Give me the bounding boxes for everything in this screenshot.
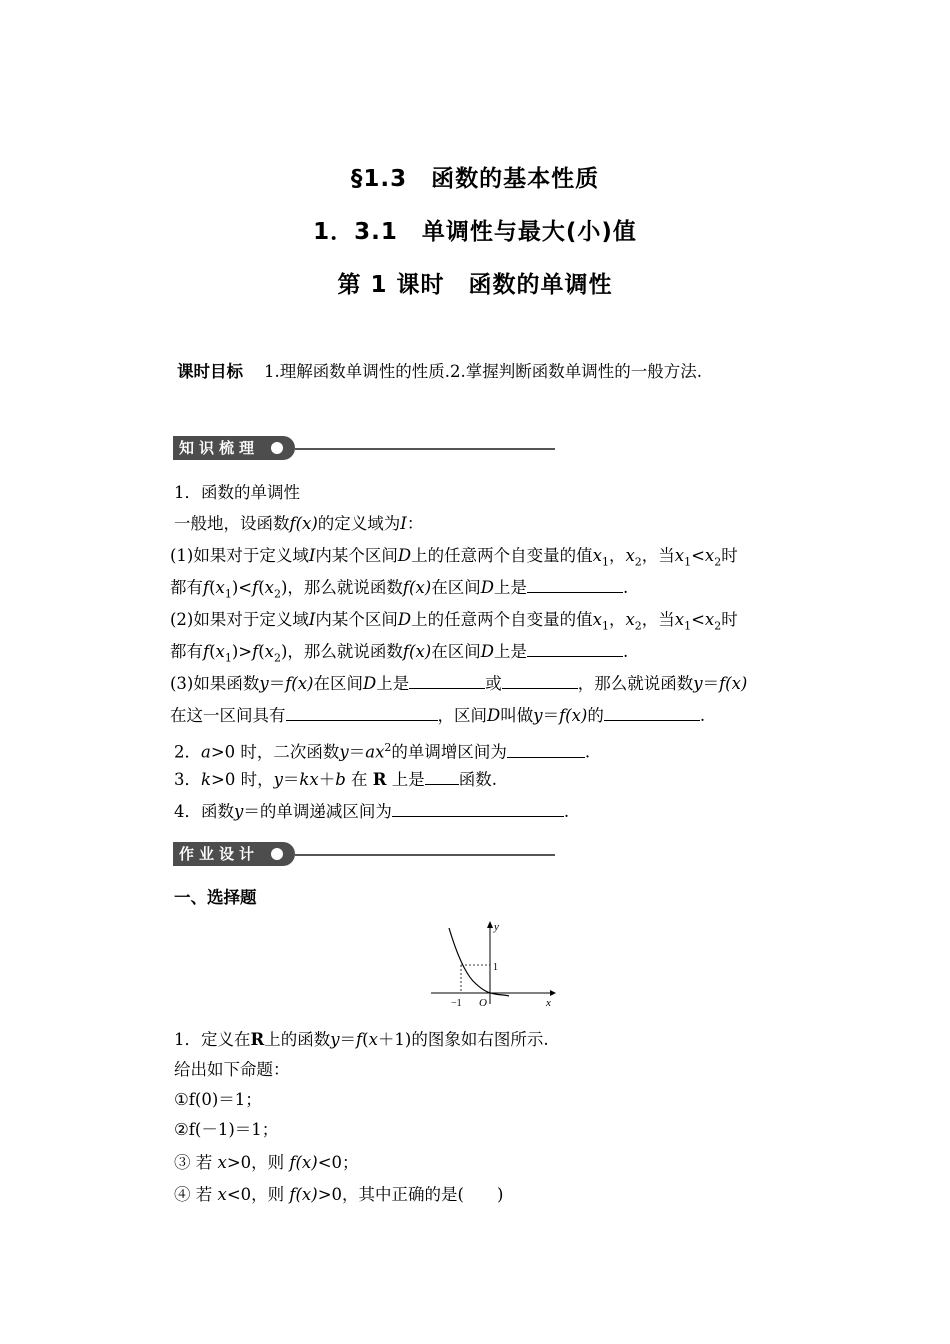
lesson-goal-label: 课时目标 bbox=[177, 362, 243, 381]
page-title-subsection: 1．3.1 单调性与最大(小)值 bbox=[313, 219, 637, 245]
answer-blank[interactable] bbox=[527, 642, 623, 657]
knowledge-p2-line2: 都有$f(x_1)>f(x_2)$，那么就说函数f(x)在区间D上是 . bbox=[170, 642, 629, 665]
knowledge-item3: 3．k>0 时，y＝kx＋b 在 R 上是 函数. bbox=[174, 770, 497, 789]
origin-label: O bbox=[479, 997, 487, 1008]
x-axis-label: x bbox=[546, 997, 551, 1008]
function-graph bbox=[425, 918, 560, 1008]
exercise-heading: 一、选择题 bbox=[174, 888, 257, 907]
y-tick-label: 1 bbox=[493, 962, 498, 973]
answer-blank[interactable] bbox=[392, 802, 564, 817]
y-axis-arrow-icon bbox=[487, 921, 493, 928]
answer-blank[interactable] bbox=[502, 674, 578, 689]
answer-blank[interactable] bbox=[409, 674, 485, 689]
section-label: 作业设计 bbox=[173, 842, 295, 866]
option-3: ③ 若 x>0，则 f(x)<0； bbox=[174, 1153, 359, 1172]
knowledge-p2-line1: (2)如果对于定义域I内某个区间D上的任意两个自变量的值$x_1$，$x_2$，当$x_1<x_2$时 bbox=[170, 610, 738, 633]
divider bbox=[295, 448, 555, 450]
page-title-lesson: 第 1 课时 函数的单调性 bbox=[337, 272, 613, 298]
y-axis-label: y bbox=[494, 921, 499, 933]
lesson-goal-text: 1.理解函数单调性的性质.2.掌握判断函数单调性的一般方法. bbox=[263, 362, 702, 381]
option-4: ④ 若 x<0，则 f(x)>0，其中正确的是( ) bbox=[174, 1185, 504, 1204]
section-label: 知识梳理 bbox=[173, 436, 295, 460]
knowledge-item1-title: 1．函数的单调性 bbox=[174, 483, 300, 502]
knowledge-p3-line2: 在这一区间具有 ，区间D叫做y＝f(x)的 . bbox=[170, 706, 706, 725]
answer-blank[interactable] bbox=[604, 706, 700, 721]
page-title-section: §1.3 函数的基本性质 bbox=[350, 166, 600, 192]
knowledge-intro: 一般地，设函数f(x)的定义域为I： bbox=[174, 514, 424, 533]
option-2: ②f(－1)＝1； bbox=[174, 1120, 279, 1139]
knowledge-p3-line1: (3)如果函数y＝f(x)在区间D上是 或 ，那么就说函数y＝f(x) bbox=[170, 674, 748, 693]
question-1: 1．定义在R上的函数y＝f(x＋1)的图象如右图所示. bbox=[174, 1030, 549, 1049]
x-tick-label: −1 bbox=[451, 998, 462, 1008]
answer-blank[interactable] bbox=[507, 743, 585, 758]
option-1: ①f(0)＝1； bbox=[174, 1090, 262, 1109]
lesson-goal bbox=[177, 362, 702, 382]
answer-blank[interactable] bbox=[527, 578, 623, 593]
divider bbox=[295, 854, 555, 856]
bullet-icon bbox=[271, 848, 283, 860]
function-curve bbox=[449, 928, 509, 996]
x-axis-arrow-icon bbox=[550, 990, 556, 996]
knowledge-item4: 4．函数y＝的单调递减区间为 . bbox=[174, 802, 570, 821]
question-1-given: 给出如下命题： bbox=[174, 1060, 290, 1079]
bullet-icon bbox=[271, 442, 283, 454]
answer-blank[interactable] bbox=[425, 770, 459, 785]
answer-blank[interactable] bbox=[286, 706, 438, 721]
knowledge-p1-line2: 都有$f(x_1)<f(x_2)$，那么就说函数f(x)在区间D上是 . bbox=[170, 578, 629, 601]
knowledge-item2: 2．a>0 时，二次函数$y=ax^2$的单调增区间为 . bbox=[174, 741, 591, 762]
knowledge-p1-line1: (1)如果对于定义域I内某个区间D上的任意两个自变量的值$x_1$，$x_2$，当$x_1<x_2$时 bbox=[170, 546, 738, 569]
